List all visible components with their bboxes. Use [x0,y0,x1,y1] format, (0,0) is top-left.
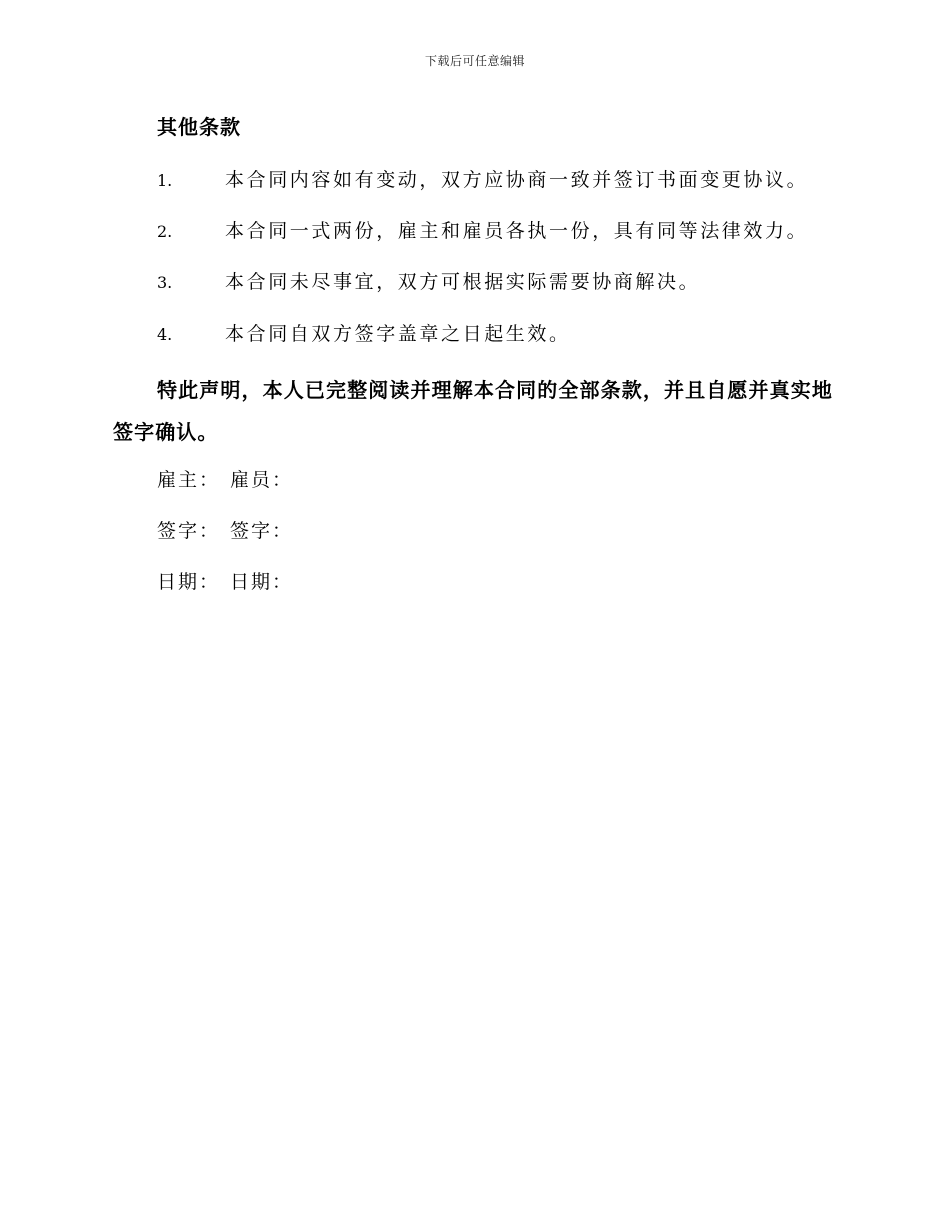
clause-text: 本合同一式两份，雇主和雇员各执一份，具有同等法律效力。 [225,220,809,242]
clause-text: 本合同未尽事宜，双方可根据实际需要协商解决。 [225,271,701,293]
employee-signature-label: 签字： [230,520,294,542]
employer-date-label: 日期： [157,571,221,593]
clause-text: 本合同自双方签字盖章之日起生效。 [225,323,571,345]
employee-label: 雇员： [230,469,294,491]
clause-number: 3. [157,273,173,292]
section-title: 其他条款 [157,115,241,139]
clause-number: 2. [157,222,173,241]
employer-label: 雇主： [157,469,221,491]
page-header: 下载后可任意编辑 [424,54,525,68]
signature-row-party [157,465,293,495]
clause-text: 本合同内容如有变动，双方应协商一致并签订书面变更协议。 [225,169,809,191]
signature-row-date [157,567,293,597]
clause-number: 1. [157,171,173,190]
declaration-paragraph: 特此声明，本人已完整阅读并理解本合同的全部条款，并且自愿并真实地签字确认。 [113,378,833,444]
employer-signature-label: 签字： [157,520,221,542]
clause-number: 4. [157,325,173,344]
signature-row-sign [157,516,293,546]
employee-date-label: 日期： [230,571,294,593]
